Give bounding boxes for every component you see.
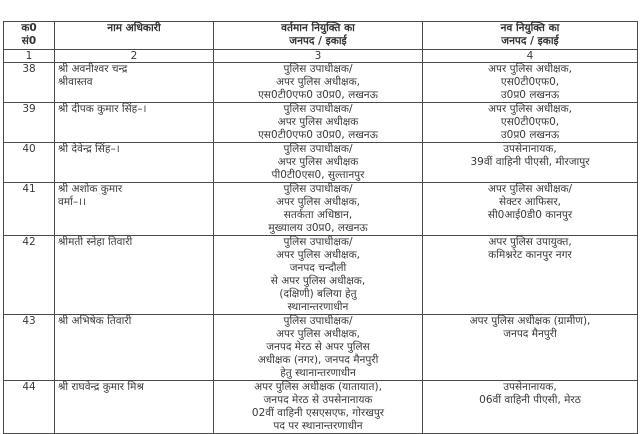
posting-line: उ0प्र0 लखनऊ	[500, 129, 560, 141]
current-posting	[214, 143, 423, 183]
header-officer-name	[55, 22, 214, 50]
serial-number: 42	[4, 236, 55, 315]
new-posting	[423, 63, 638, 103]
posting-line: अधीक्षक (नगर), जनपद मैनपुरी	[257, 354, 379, 366]
name-line: श्री अभिषेक तिवारी	[58, 315, 132, 327]
posting-line: 39वीं वाहिनी पीएसी, मीरजापुर	[470, 156, 590, 168]
header-text: नाम अधिकारी	[107, 22, 161, 34]
name-line: श्री देवेन्द्र सिंह–।	[58, 143, 120, 155]
posting-line: जनपद चन्दौली	[289, 262, 347, 274]
posting-line: हेतु स्थानान्तरणाधीन	[280, 367, 356, 379]
current-posting	[214, 63, 423, 103]
posting-line: अपर पुलिस उपायुक्त,	[488, 236, 572, 248]
posting-line: अपर पुलिस अधीक्षक,	[488, 103, 572, 115]
posting-line: अपर पुलिस अधीक्षक,	[276, 328, 360, 340]
posting-line: पुलिस उपाधीक्षक/	[283, 315, 353, 327]
transfer-list-table	[3, 21, 638, 434]
header-text: वर्तमान नियुक्ति का	[281, 22, 355, 34]
column-number: 4	[423, 50, 638, 63]
posting-line: उ0प्र0 लखनऊ	[500, 89, 560, 101]
header-serial-number	[4, 22, 55, 50]
column-number: 1	[4, 50, 55, 63]
posting-line: पुलिस उपाधीक्षक/	[283, 183, 353, 195]
officer-name	[55, 236, 214, 315]
posting-line: अपर पुलिस अधीक्षक,	[488, 63, 572, 75]
posting-line: जनपद मेरठ से उपसेनानायक	[263, 394, 373, 406]
new-posting	[423, 236, 638, 315]
serial-number: 40	[4, 143, 55, 183]
column-number: 2	[55, 50, 214, 63]
header-text: क0	[21, 22, 37, 34]
name-line: श्रीमती स्नेहा तिवारी	[58, 236, 133, 248]
name-line: श्रीवास्तव	[58, 76, 93, 88]
serial-number: 43	[4, 315, 55, 381]
posting-line: पुलिस उपाधीक्षक/	[283, 236, 353, 248]
name-line: श्री राघवेन्द्र कुमार मिश्र	[58, 381, 144, 393]
posting-line: उपसेनानायक,	[503, 143, 557, 155]
table-row	[4, 143, 638, 183]
posting-line: एस0टी0एफ0 उ0प्र0, लखनऊ	[258, 89, 378, 101]
table-row	[4, 236, 638, 315]
posting-line: एस0टी0एफ0,	[500, 116, 560, 128]
header-current-posting	[214, 22, 423, 50]
table-row	[4, 315, 638, 381]
current-posting	[214, 315, 423, 381]
posting-line: से अपर पुलिस अधीक्षक,	[270, 275, 366, 287]
serial-number: 38	[4, 63, 55, 103]
table-row	[4, 63, 638, 103]
posting-line: अपर पुलिस अधीक्षक,	[276, 196, 360, 208]
header-text: जनपद / इकाई	[289, 35, 347, 47]
posting-line: सेक्टर आफिसर,	[498, 196, 562, 208]
header-text: नव नियुक्ति का	[500, 22, 560, 34]
posting-line: अपर पुलिस अधीक्षक,	[276, 249, 360, 261]
officer-name	[55, 315, 214, 381]
posting-line: एस0टी0एफ0 उ0प्र0, लखनऊ	[258, 129, 378, 141]
current-posting	[214, 183, 423, 236]
table-row	[4, 183, 638, 236]
posting-line: पुलिस उपाधीक्षक/	[283, 143, 353, 155]
current-posting	[214, 103, 423, 143]
posting-line: पी0टी0एस0, सुल्तानपुर	[271, 169, 365, 181]
name-line: श्री अशोक कुमार	[58, 183, 123, 195]
new-posting	[423, 103, 638, 143]
serial-number: 41	[4, 183, 55, 236]
officer-name	[55, 143, 214, 183]
name-line: वर्मा–।।	[58, 196, 87, 208]
posting-line: अपर पुलिस अधीक्षक (यातायात),	[254, 381, 382, 393]
posting-line: एस0टी0एफ0,	[500, 76, 560, 88]
posting-line: जनपद मेरठ से अपर पुलिस	[266, 341, 370, 353]
column-number-row	[4, 50, 638, 63]
officer-name	[55, 63, 214, 103]
header-row	[4, 22, 638, 50]
posting-line: सतर्कता अधिष्ठान,	[283, 209, 353, 221]
posting-line: 06वीं वाहिनी पीएसी, मेरठ	[479, 394, 581, 406]
posting-line: अपर पुलिस अधीक्षक	[277, 156, 359, 168]
serial-number: 44	[4, 381, 55, 434]
posting-line: कमिश्नरेट कानपुर नगर	[488, 249, 572, 261]
posting-line: 02वीं वाहिनी एसएसएफ, गोरखपुर	[251, 407, 385, 419]
new-posting	[423, 143, 638, 183]
posting-line: मुख्यालय उ0प्र0, लखनऊ	[268, 222, 368, 234]
posting-line: अपर पुलिस अधीक्षक (ग्रामीण),	[469, 315, 591, 327]
header-new-posting	[423, 22, 638, 50]
posting-line: पुलिस उपाधीक्षक/	[283, 103, 353, 115]
posting-line: स्थानान्तरणाधीन	[287, 301, 349, 313]
posting-line: उपसेनानायक,	[503, 381, 557, 393]
name-line: श्री दीपक कुमार सिंह–।	[58, 103, 147, 115]
posting-line: अपर पुलिस अधीक्षक,	[276, 76, 360, 88]
posting-line: अपर पुलिस अधीक्षक	[277, 116, 359, 128]
posting-line: पद पर स्थानान्तरणाधीन	[273, 420, 363, 432]
header-text: जनपद / इकाई	[501, 35, 559, 47]
officer-name	[55, 103, 214, 143]
serial-number: 39	[4, 103, 55, 143]
header-text: सं0	[21, 35, 37, 47]
posting-line: सी0आई0डी0 कानपुर	[487, 209, 573, 221]
new-posting	[423, 315, 638, 381]
posting-line: (दक्षिणी) बलिया हेतु	[279, 288, 357, 300]
posting-line: अपर पुलिस अधीक्षक/	[487, 183, 573, 195]
column-number: 3	[214, 50, 423, 63]
posting-line: जनपद मैनपुरी	[503, 328, 557, 340]
new-posting	[423, 183, 638, 236]
current-posting	[214, 236, 423, 315]
name-line: श्री अवनीश्वर चन्द्र	[58, 63, 128, 75]
table-row	[4, 103, 638, 143]
posting-line: पुलिस उपाधीक्षक/	[283, 63, 353, 75]
officer-name	[55, 183, 214, 236]
